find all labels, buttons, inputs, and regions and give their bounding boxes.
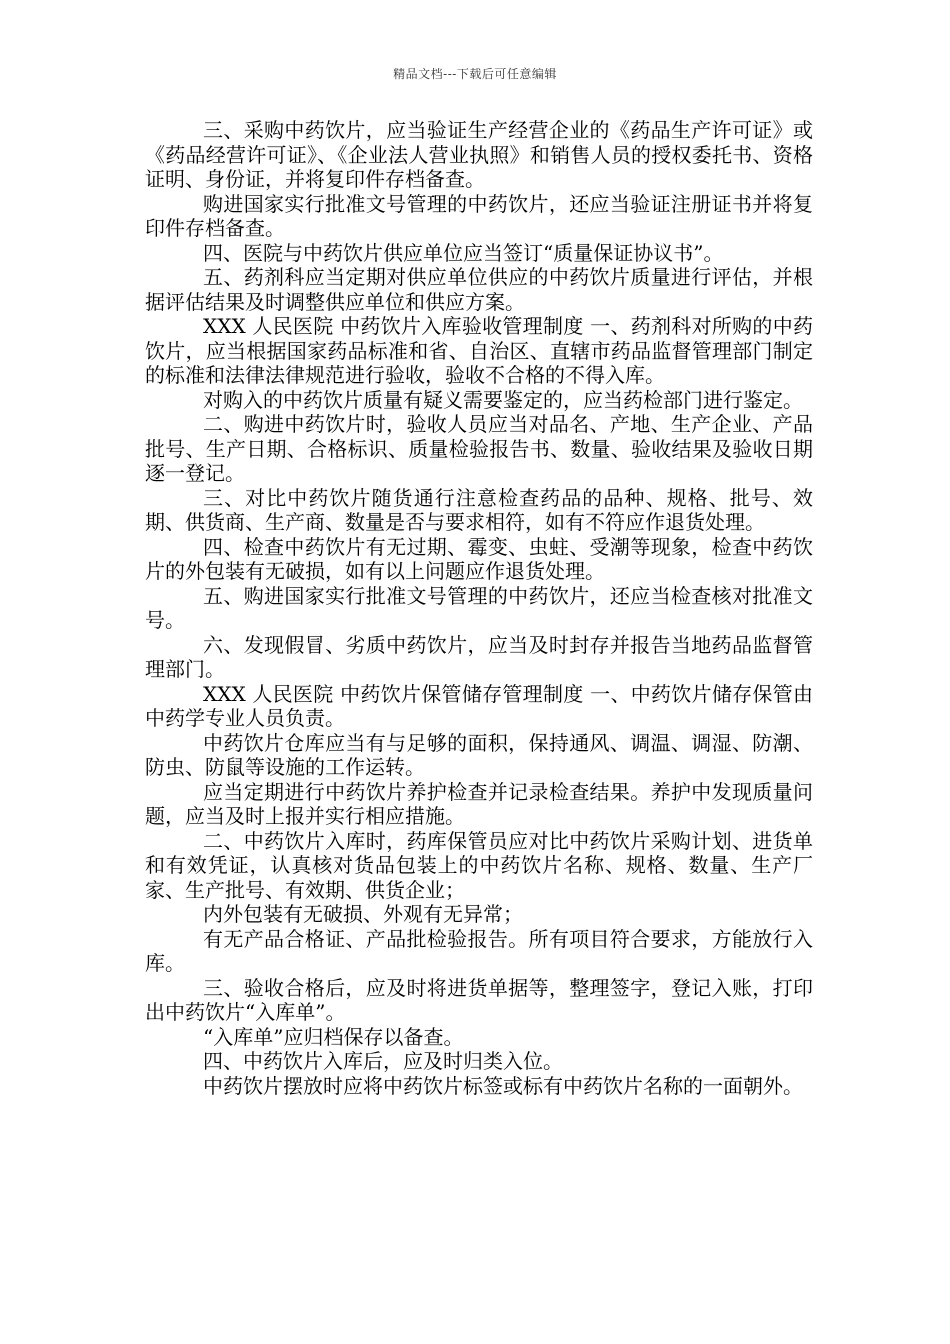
paragraph: 四、医院与中药饮片供应单位应当签订“质量保证协议书”。 — [203, 240, 724, 265]
paragraph: 三、验收合格后，应及时将进货单据等，整理签字，登记入账，打印出中药饮片“入库单”。 — [145, 975, 813, 1024]
paragraph: 中药饮片摆放时应将中药饮片标签或标有中药饮片名称的一面朝外。 — [203, 1073, 803, 1098]
paragraph: XXX 人民医院 中药饮片保管储存管理制度 一、中药饮片储存保管由中药学专业人员负责。 — [145, 681, 813, 730]
paragraph: 有无产品合格证、产品批检验报告。所有项目符合要求，方能放行入库。 — [145, 926, 813, 975]
paragraph: 内外包装有无破损、外观有无异常； — [203, 902, 523, 926]
paragraph: 二、购进中药饮片时，验收人员应当对品名、产地、生产企业、产品批号、生产日期、合格标识、质量检验报告书、数量、验收结果及验收日期逐一登记。 — [145, 412, 813, 485]
paragraph: 购进国家实行批准文号管理的中药饮片，还应当验证注册证书并将复印件存档备查。 — [145, 191, 813, 240]
paragraph: 二、中药饮片入库时，药库保管员应对比中药饮片采购计划、进货单和有效凭证，认真核对货品包装上的中药饮片名称、规格、数量、生产厂家、生产批号、有效期、供货企业； — [145, 828, 813, 902]
paragraph: 五、购进国家实行批准文号管理的中药饮片，还应当检查核对批准文号。 — [145, 583, 813, 632]
paragraph: 四、中药饮片入库后，应及时归类入位。 — [203, 1049, 563, 1073]
paragraph: 六、发现假冒、劣质中药饮片，应当及时封存并报告当地药品监督管理部门。 — [145, 632, 813, 681]
paragraph: 中药饮片仓库应当有与足够的面积，保持通风、调温、调湿、防潮、防虫、防鼠等设施的工作运转。 — [145, 730, 813, 779]
paragraph: 四、检查中药饮片有无过期、霉变、虫蛀、受潮等现象，检查中药饮片的外包装有无破损，如有以上问题应作退货处理。 — [145, 534, 813, 583]
page-header: 精品文档---下载后可任意编辑 — [393, 67, 557, 81]
paragraph: XXX 人民医院 中药饮片入库验收管理制度 一、药剂科对所购的中药饮片，应当根据国家药品标准和省、自治区、直辖市药品监督管理部门制定的标准和法律法律规范进行验收，验收不合格的不得入库。 — [145, 314, 813, 387]
paragraph: 三、采购中药饮片，应当验证生产经营企业的《药品生产许可证》或《药品经营许可证》、《企业法人营业执照》和销售人员的授权委托书、资格证明、身份证，并将复印件存档备查。 — [145, 118, 813, 191]
paragraph: “入库单”应归档保存以备查。 — [203, 1024, 464, 1049]
paragraph: 三、对比中药饮片随货通行注意检查药品的品种、规格、批号、效期、供货商、生产商、数量是否与要求相符，如有不符应作退货处理。 — [145, 485, 813, 534]
paragraph: 应当定期进行中药饮片养护检查并记录检查结果。养护中发现质量问题，应当及时上报并实行相应措施。 — [145, 779, 813, 828]
paragraph: 五、药剂科应当定期对供应单位供应的中药饮片质量进行评估，并根据评估结果及时调整供应单位和供应方案。 — [145, 265, 813, 314]
document-body — [145, 118, 813, 1098]
paragraph: 对购入的中药饮片质量有疑义需要鉴定的，应当药检部门进行鉴定。 — [203, 387, 803, 412]
